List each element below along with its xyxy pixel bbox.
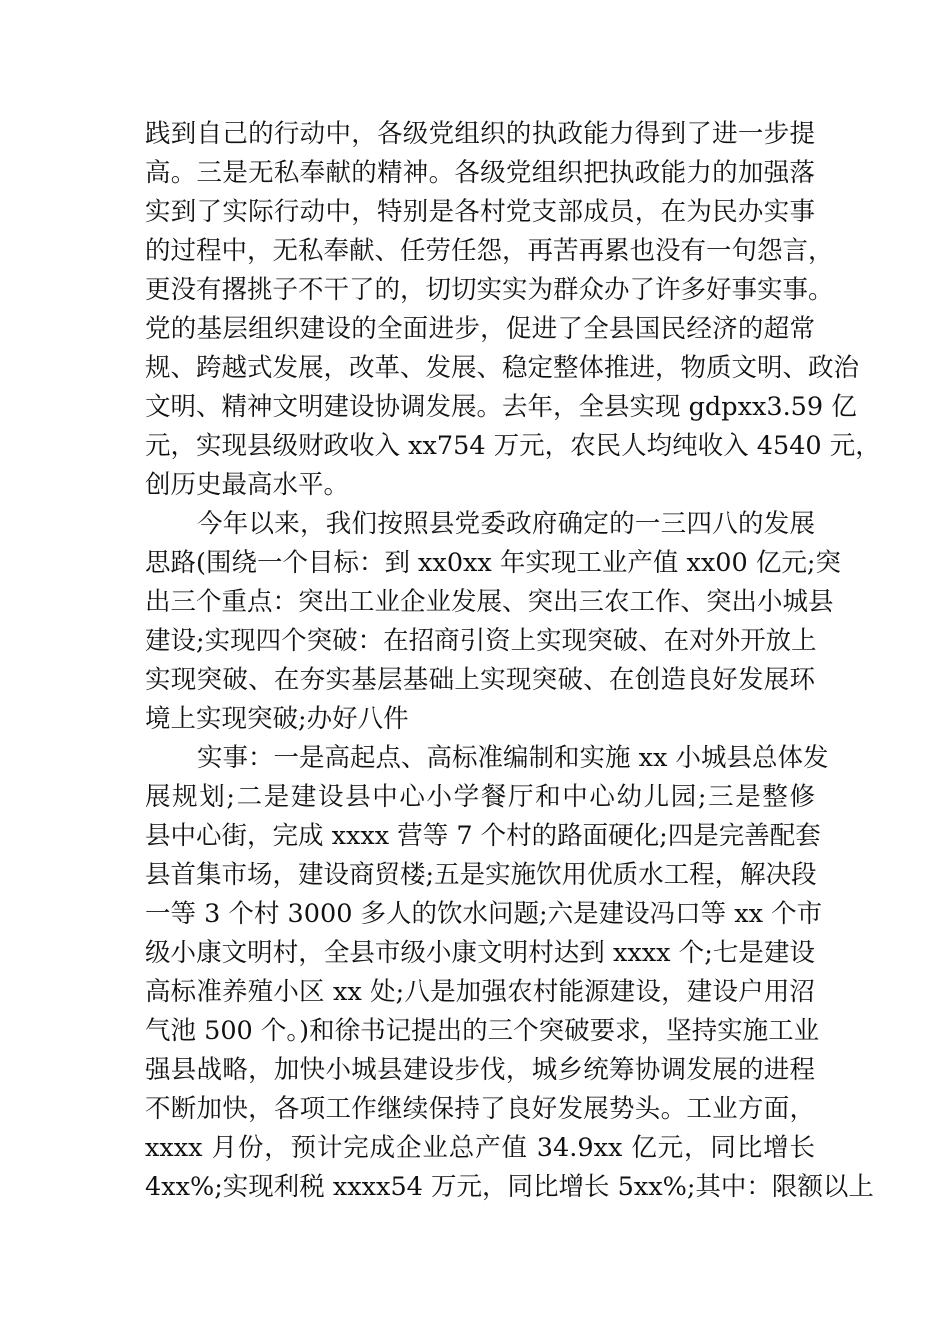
text-line: 不断加快，各项工作继续保持了良好发展势头。工业方面， [145,1094,815,1124]
text-line: 更没有撂挑子不干了的，切切实实为群众办了许多好事实事。 [145,275,834,305]
text-line: 4xx%;实现利税 xxxx54 万元，同比增长 5xx%;其中：限额以上 [145,1172,874,1202]
text-line: 实到了实际行动中，特别是各村党支部成员，在为民办实事 [145,197,815,227]
text-line: 高。三是无私奉献的精神。各级党组织把执政能力的加强落 [145,158,815,188]
text-line: 思路(围绕一个目标：到 xx0xx 年实现工业产值 xx00 亿元;突 [145,548,841,578]
text-line: 一等 3 个村 3000 多人的饮水问题;六是建设冯口等 xx 个市 [145,899,823,929]
text-line: xxxx 月份，预计完成企业总产值 34.9xx 亿元，同比增长 [145,1133,815,1163]
text-line: 的过程中，无私奉献、任劳任怨，再苦再累也没有一句怨言， [145,236,834,266]
text-line: 境上实现突破;办好八件 [145,704,409,734]
paragraph-first-line: 实事：一是高起点、高标准编制和实施 xx 小城县总体发 [197,743,829,773]
text-line: 建设;实现四个突破：在招商引资上实现突破、在对外开放上 [145,626,817,656]
text-line: 县首集市场，建设商贸楼;五是实施饮用优质水工程，解决段 [145,860,817,890]
text-line: 实现突破、在夯实基层基础上实现突破、在创造良好发展环 [145,665,815,695]
text-line: 级小康文明村，全县市级小康文明村达到 xxxx 个;七是建设 [145,938,815,968]
text-line: 文明、精神文明建设协调发展。去年，全县实现 gdpxx3.59 亿 [145,392,857,422]
text-line: 高标准养殖小区 xx 处;八是加强农村能源建设，建设户用沼 [145,977,815,1007]
text-line: 县中心街，完成 xxxx 营等 7 个村的路面硬化;四是完善配套 [145,821,821,851]
text-line: 出三个重点：突出工业企业发展、突出三农工作、突出小城县 [145,587,834,617]
text-line: 党的基层组织建设的全面进步，促进了全县国民经济的超常 [145,314,815,344]
text-line: 气池 500 个。)和徐书记提出的三个突破要求，坚持实施工业 [145,1016,820,1046]
text-line: 元，实现县级财政收入 xx754 万元，农民人均纯收入 4540 元， [145,431,881,461]
text-line: 强县战略，加快小城县建设步伐，城乡统筹协调发展的进程 [145,1055,815,1085]
document-body [145,115,881,1207]
text-line: 规、跨越式发展，改革、发展、稳定整体推进，物质文明、政治 [145,353,860,383]
text-line: 践到自己的行动中，各级党组织的执政能力得到了进一步提 [145,119,815,149]
paragraph-first-line: 今年以来，我们按照县党委政府确定的一三四八的发展 [197,509,815,539]
text-line: 创历史最高水平。 [145,470,350,500]
text-line: 展规划;二是建设县中心小学餐厅和中心幼儿园;三是整修 [145,782,815,812]
